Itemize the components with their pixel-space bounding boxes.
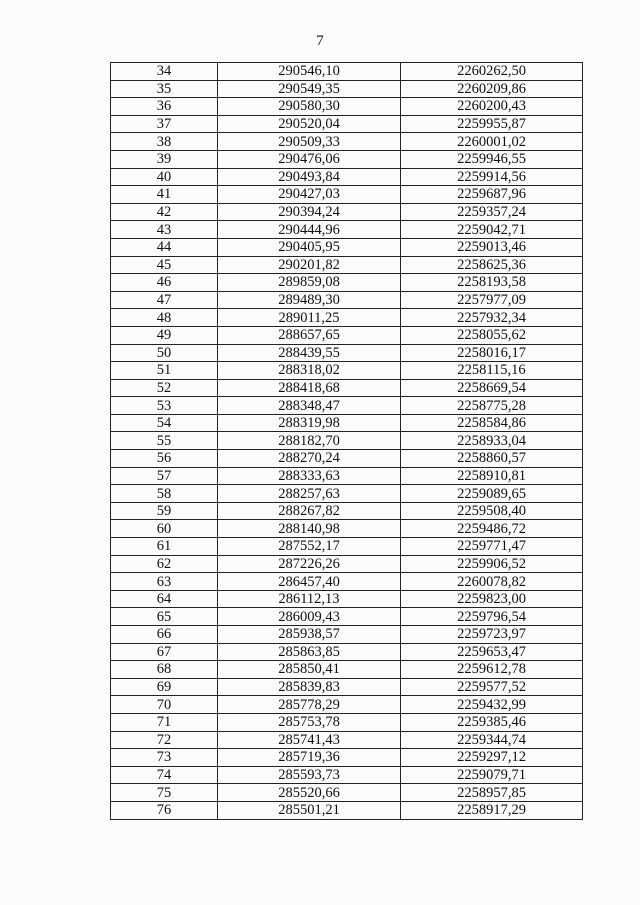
y-coordinate-cell: 2259687,96: [401, 186, 583, 204]
y-coordinate-cell: 2259914,56: [401, 168, 583, 186]
x-coordinate-cell: 285520,66: [218, 784, 401, 802]
x-coordinate-cell: 289011,25: [218, 309, 401, 327]
point-number-cell: 44: [111, 238, 218, 256]
table-row: [111, 344, 583, 362]
table-row: [111, 626, 583, 644]
y-coordinate-cell: 2260209,86: [401, 80, 583, 98]
point-number-cell: 49: [111, 326, 218, 344]
x-coordinate-cell: 290493,84: [218, 168, 401, 186]
table-row: [111, 115, 583, 133]
point-number-cell: 74: [111, 766, 218, 784]
y-coordinate-cell: 2259344,74: [401, 731, 583, 749]
y-coordinate-cell: 2259906,52: [401, 555, 583, 573]
point-number-cell: 34: [111, 63, 218, 81]
x-coordinate-cell: 290546,10: [218, 63, 401, 81]
table-row: [111, 713, 583, 731]
point-number-cell: 76: [111, 801, 218, 819]
coordinates-table: [110, 62, 583, 820]
y-coordinate-cell: 2260200,43: [401, 98, 583, 116]
point-number-cell: 48: [111, 309, 218, 327]
x-coordinate-cell: 290444,96: [218, 221, 401, 239]
x-coordinate-cell: 285719,36: [218, 749, 401, 767]
y-coordinate-cell: 2259486,72: [401, 520, 583, 538]
y-coordinate-cell: 2259042,71: [401, 221, 583, 239]
table-row: [111, 573, 583, 591]
table-row: [111, 150, 583, 168]
table-row: [111, 256, 583, 274]
y-coordinate-cell: 2259823,00: [401, 590, 583, 608]
x-coordinate-cell: 287552,17: [218, 538, 401, 556]
y-coordinate-cell: 2259357,24: [401, 203, 583, 221]
x-coordinate-cell: 285839,83: [218, 678, 401, 696]
table-row: [111, 520, 583, 538]
x-coordinate-cell: 285753,78: [218, 713, 401, 731]
x-coordinate-cell: 289859,08: [218, 274, 401, 292]
x-coordinate-cell: 288319,98: [218, 414, 401, 432]
x-coordinate-cell: 288257,63: [218, 485, 401, 503]
x-coordinate-cell: 285501,21: [218, 801, 401, 819]
x-coordinate-cell: 288657,65: [218, 326, 401, 344]
table-row: [111, 80, 583, 98]
table-row: [111, 766, 583, 784]
page-number: 7: [316, 33, 324, 49]
x-coordinate-cell: 288348,47: [218, 397, 401, 415]
point-number-cell: 36: [111, 98, 218, 116]
table-row: [111, 485, 583, 503]
x-coordinate-cell: 288418,68: [218, 379, 401, 397]
table-row: [111, 661, 583, 679]
y-coordinate-cell: 2259723,97: [401, 626, 583, 644]
x-coordinate-cell: 285741,43: [218, 731, 401, 749]
x-coordinate-cell: 288318,02: [218, 362, 401, 380]
table-row: [111, 590, 583, 608]
table-row: [111, 538, 583, 556]
point-number-cell: 46: [111, 274, 218, 292]
y-coordinate-cell: 2259385,46: [401, 713, 583, 731]
y-coordinate-cell: 2259432,99: [401, 696, 583, 714]
x-coordinate-cell: 288140,98: [218, 520, 401, 538]
y-coordinate-cell: 2259508,40: [401, 502, 583, 520]
table-row: [111, 414, 583, 432]
point-number-cell: 53: [111, 397, 218, 415]
point-number-cell: 35: [111, 80, 218, 98]
x-coordinate-cell: 290520,04: [218, 115, 401, 133]
y-coordinate-cell: 2258115,16: [401, 362, 583, 380]
point-number-cell: 38: [111, 133, 218, 151]
y-coordinate-cell: 2258584,86: [401, 414, 583, 432]
point-number-cell: 37: [111, 115, 218, 133]
point-number-cell: 57: [111, 467, 218, 485]
point-number-cell: 51: [111, 362, 218, 380]
point-number-cell: 72: [111, 731, 218, 749]
y-coordinate-cell: 2259612,78: [401, 661, 583, 679]
table-row: [111, 203, 583, 221]
x-coordinate-cell: 285863,85: [218, 643, 401, 661]
y-coordinate-cell: 2258957,85: [401, 784, 583, 802]
table-row: [111, 362, 583, 380]
point-number-cell: 59: [111, 502, 218, 520]
y-coordinate-cell: 2257932,34: [401, 309, 583, 327]
point-number-cell: 61: [111, 538, 218, 556]
y-coordinate-cell: 2258775,28: [401, 397, 583, 415]
x-coordinate-cell: 285850,41: [218, 661, 401, 679]
x-coordinate-cell: 290509,33: [218, 133, 401, 151]
point-number-cell: 47: [111, 291, 218, 309]
point-number-cell: 43: [111, 221, 218, 239]
y-coordinate-cell: 2259771,47: [401, 538, 583, 556]
y-coordinate-cell: 2257977,09: [401, 291, 583, 309]
point-number-cell: 56: [111, 450, 218, 468]
x-coordinate-cell: 290427,03: [218, 186, 401, 204]
x-coordinate-cell: 289489,30: [218, 291, 401, 309]
table-row: [111, 221, 583, 239]
y-coordinate-cell: 2258193,58: [401, 274, 583, 292]
point-number-cell: 60: [111, 520, 218, 538]
x-coordinate-cell: 287226,26: [218, 555, 401, 573]
x-coordinate-cell: 288267,82: [218, 502, 401, 520]
x-coordinate-cell: 288182,70: [218, 432, 401, 450]
point-number-cell: 55: [111, 432, 218, 450]
y-coordinate-cell: 2258055,62: [401, 326, 583, 344]
x-coordinate-cell: 285593,73: [218, 766, 401, 784]
x-coordinate-cell: 288439,55: [218, 344, 401, 362]
table-row: [111, 238, 583, 256]
x-coordinate-cell: 286112,13: [218, 590, 401, 608]
point-number-cell: 41: [111, 186, 218, 204]
table-row: [111, 326, 583, 344]
y-coordinate-cell: 2260262,50: [401, 63, 583, 81]
table-row: [111, 749, 583, 767]
x-coordinate-cell: 286457,40: [218, 573, 401, 591]
point-number-cell: 75: [111, 784, 218, 802]
table-row: [111, 643, 583, 661]
point-number-cell: 64: [111, 590, 218, 608]
coordinates-table-body: [111, 63, 583, 820]
point-number-cell: 58: [111, 485, 218, 503]
y-coordinate-cell: 2259297,12: [401, 749, 583, 767]
table-row: [111, 678, 583, 696]
point-number-cell: 71: [111, 713, 218, 731]
point-number-cell: 70: [111, 696, 218, 714]
x-coordinate-cell: 290549,35: [218, 80, 401, 98]
y-coordinate-cell: 2259955,87: [401, 115, 583, 133]
y-coordinate-cell: 2259946,55: [401, 150, 583, 168]
table-row: [111, 731, 583, 749]
y-coordinate-cell: 2260001,02: [401, 133, 583, 151]
point-number-cell: 73: [111, 749, 218, 767]
x-coordinate-cell: 288333,63: [218, 467, 401, 485]
x-coordinate-cell: 290476,06: [218, 150, 401, 168]
point-number-cell: 62: [111, 555, 218, 573]
y-coordinate-cell: 2258625,36: [401, 256, 583, 274]
y-coordinate-cell: 2258860,57: [401, 450, 583, 468]
y-coordinate-cell: 2259089,65: [401, 485, 583, 503]
y-coordinate-cell: 2259653,47: [401, 643, 583, 661]
point-number-cell: 65: [111, 608, 218, 626]
table-row: [111, 467, 583, 485]
table-row: [111, 784, 583, 802]
y-coordinate-cell: 2258917,29: [401, 801, 583, 819]
x-coordinate-cell: 290580,30: [218, 98, 401, 116]
table-row: [111, 291, 583, 309]
table-row: [111, 168, 583, 186]
table-row: [111, 397, 583, 415]
table-row: [111, 309, 583, 327]
y-coordinate-cell: 2258016,17: [401, 344, 583, 362]
table-row: [111, 608, 583, 626]
point-number-cell: 69: [111, 678, 218, 696]
table-row: [111, 555, 583, 573]
table-row: [111, 274, 583, 292]
point-number-cell: 42: [111, 203, 218, 221]
table-row: [111, 379, 583, 397]
point-number-cell: 45: [111, 256, 218, 274]
table-row: [111, 450, 583, 468]
point-number-cell: 67: [111, 643, 218, 661]
table-row: [111, 502, 583, 520]
y-coordinate-cell: 2259079,71: [401, 766, 583, 784]
point-number-cell: 66: [111, 626, 218, 644]
point-number-cell: 40: [111, 168, 218, 186]
x-coordinate-cell: 285938,57: [218, 626, 401, 644]
y-coordinate-cell: 2258669,54: [401, 379, 583, 397]
point-number-cell: 63: [111, 573, 218, 591]
x-coordinate-cell: 285778,29: [218, 696, 401, 714]
y-coordinate-cell: 2258910,81: [401, 467, 583, 485]
y-coordinate-cell: 2259577,52: [401, 678, 583, 696]
table-row: [111, 63, 583, 81]
point-number-cell: 68: [111, 661, 218, 679]
point-number-cell: 54: [111, 414, 218, 432]
table-row: [111, 186, 583, 204]
table-row: [111, 801, 583, 819]
y-coordinate-cell: 2259796,54: [401, 608, 583, 626]
point-number-cell: 52: [111, 379, 218, 397]
x-coordinate-cell: 286009,43: [218, 608, 401, 626]
table-row: [111, 133, 583, 151]
point-number-cell: 50: [111, 344, 218, 362]
y-coordinate-cell: 2259013,46: [401, 238, 583, 256]
point-number-cell: 39: [111, 150, 218, 168]
y-coordinate-cell: 2258933,04: [401, 432, 583, 450]
y-coordinate-cell: 2260078,82: [401, 573, 583, 591]
table-row: [111, 432, 583, 450]
x-coordinate-cell: 288270,24: [218, 450, 401, 468]
x-coordinate-cell: 290394,24: [218, 203, 401, 221]
table-row: [111, 98, 583, 116]
x-coordinate-cell: 290201,82: [218, 256, 401, 274]
table-row: [111, 696, 583, 714]
x-coordinate-cell: 290405,95: [218, 238, 401, 256]
